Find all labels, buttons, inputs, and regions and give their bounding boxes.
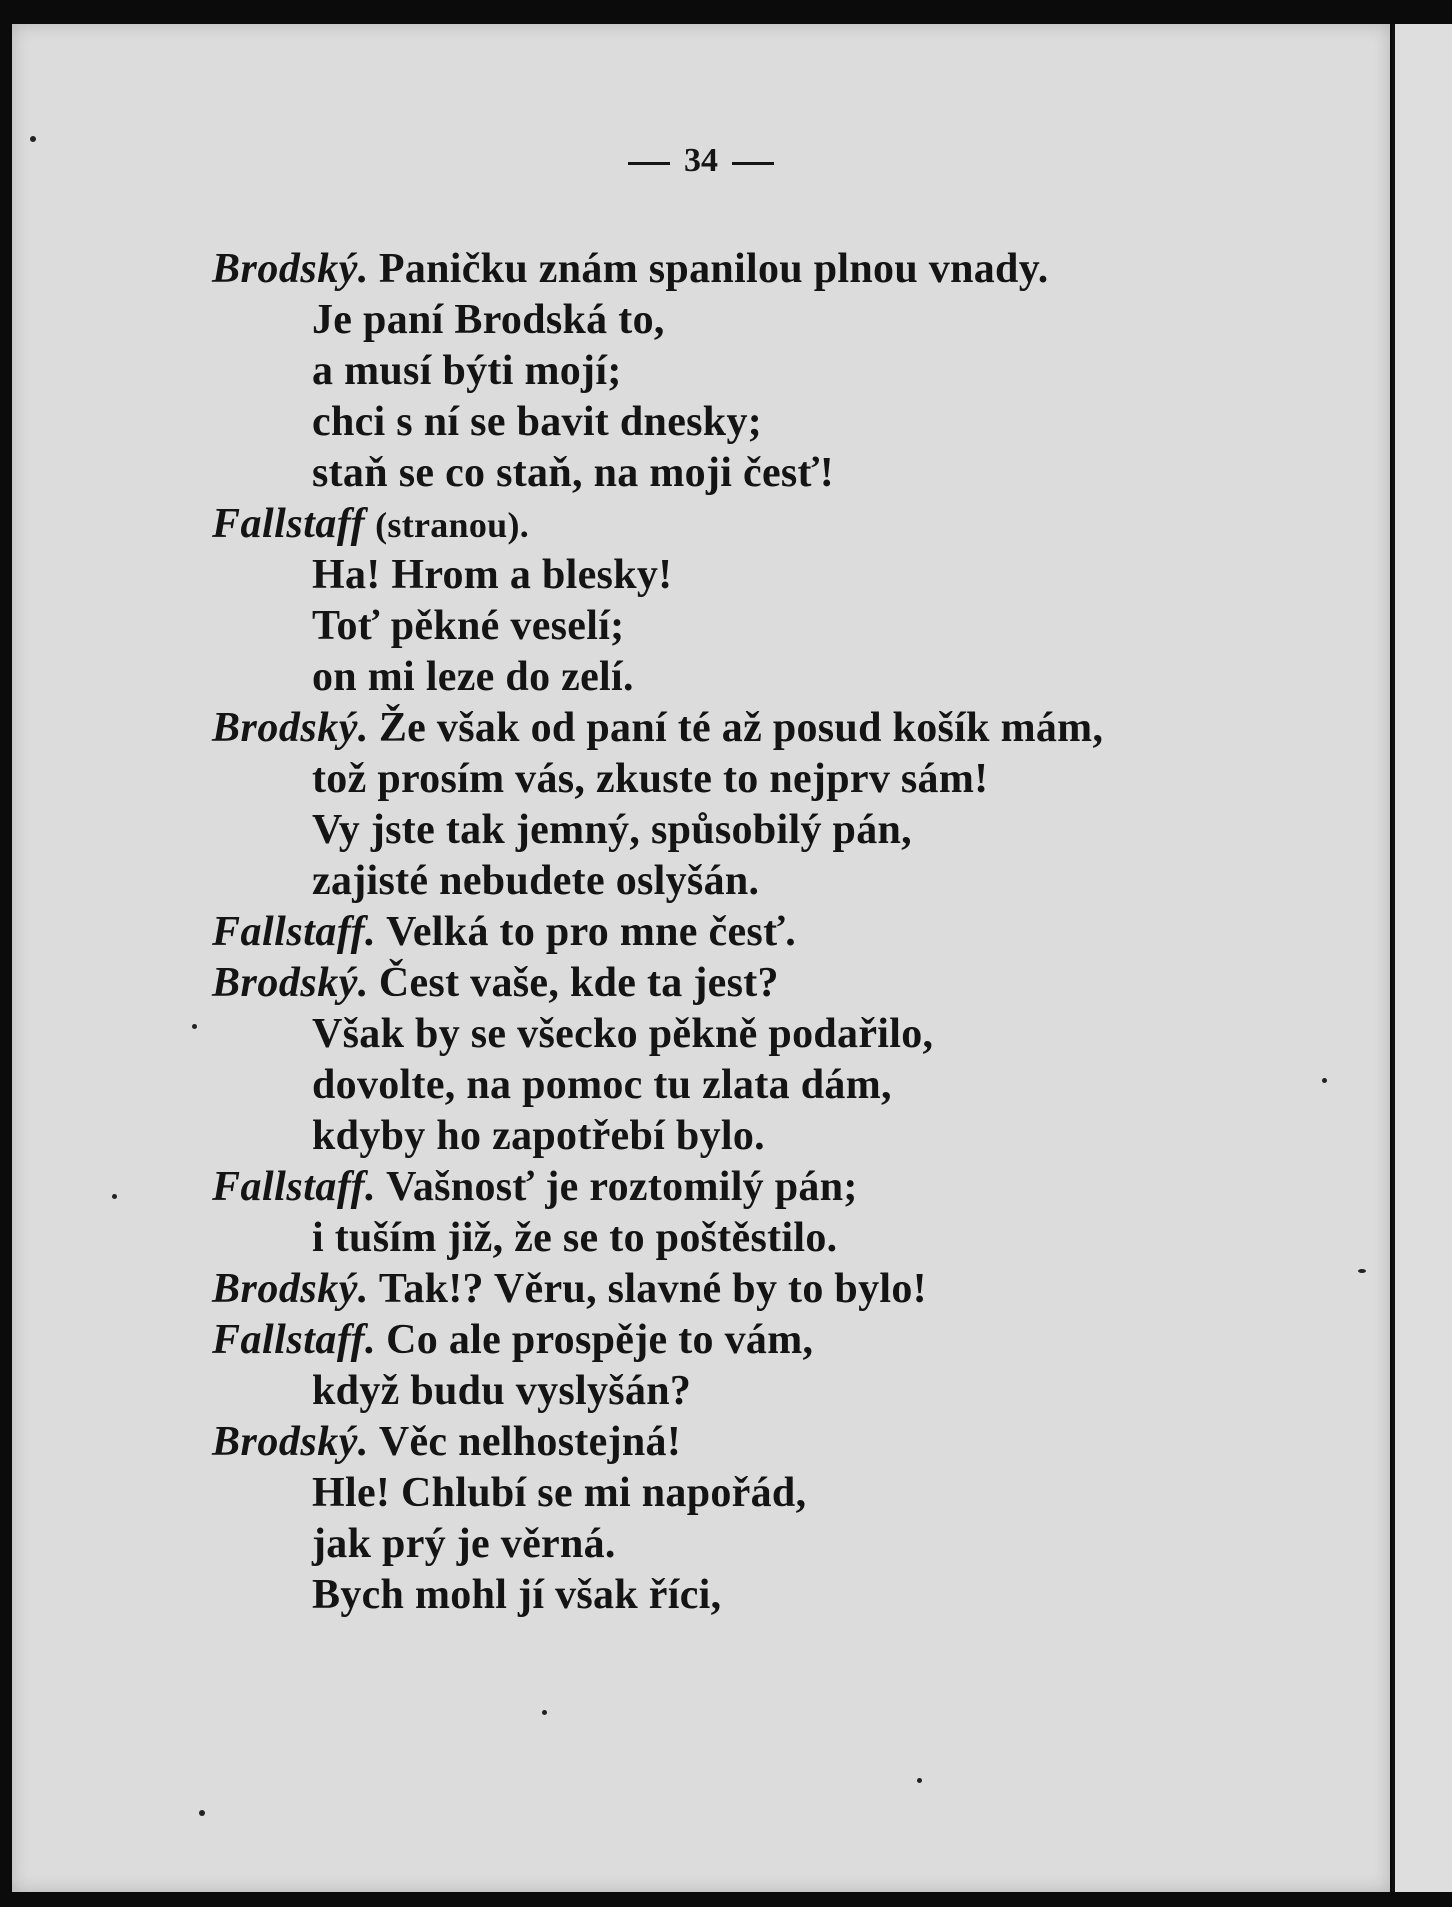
line-text: (stranou).	[375, 505, 530, 545]
text-line	[212, 1060, 1272, 1111]
text-line	[212, 550, 1272, 601]
text-line	[212, 1264, 1272, 1315]
line-text: Věc nelhostejná!	[378, 1419, 682, 1465]
line-text: Čest vaše, kde ta jest?	[378, 960, 779, 1006]
line-text: zajisté nebudete oslyšán.	[312, 858, 760, 904]
speaker-name: Brodský.	[212, 705, 369, 751]
speaker-name: Fallstaff	[212, 501, 366, 547]
line-text: Tak!? Věru, slavné by to bylo!	[378, 1266, 927, 1312]
line-text: Je paní Brodská to,	[312, 297, 665, 343]
line-text: Toť pěkné veselí;	[312, 603, 625, 649]
line-text: a musí býti mojí;	[312, 348, 622, 394]
text-line	[212, 601, 1272, 652]
specks	[30, 136, 36, 142]
speaker-name: Fallstaff.	[212, 1164, 377, 1210]
speaker-name: Brodský.	[212, 960, 369, 1006]
line-text: on mi leze do zelí.	[312, 654, 634, 700]
text-line	[212, 1366, 1272, 1417]
speaker-name: Brodský.	[212, 246, 369, 292]
text-line	[212, 1519, 1272, 1570]
text-line	[212, 652, 1272, 703]
specks	[1358, 1269, 1366, 1273]
line-text: Ha! Hrom a blesky!	[312, 552, 673, 598]
text-line	[212, 397, 1272, 448]
right-dash	[732, 162, 774, 165]
text-line	[212, 958, 1272, 1009]
text-line	[212, 1213, 1272, 1264]
specks	[112, 1194, 117, 1199]
line-text: jak prý je věrná.	[312, 1521, 616, 1567]
specks	[542, 1710, 547, 1715]
text-line	[212, 346, 1272, 397]
speaker-name: Brodský.	[212, 1419, 369, 1465]
line-text: dovolte, na pomoc tu zlata dám,	[312, 1062, 892, 1108]
text-line	[212, 448, 1272, 499]
speaker-name: Fallstaff.	[212, 1317, 377, 1363]
line-text: staň se co staň, na moji česť!	[312, 450, 835, 496]
text-line	[212, 499, 1272, 550]
line-text: Paničku znám spanilou plnou vnady.	[378, 246, 1049, 292]
text-line	[212, 856, 1272, 907]
line-text: Hle! Chlubí se mi napořád,	[312, 1470, 807, 1516]
line-text: Co ale prospěje to vám,	[386, 1317, 814, 1363]
text-line	[212, 1417, 1272, 1468]
line-text: Však by se všecko pěkně podařilo,	[312, 1011, 934, 1057]
text-line	[212, 1468, 1272, 1519]
page-number	[12, 142, 1390, 180]
specks	[192, 1024, 197, 1029]
line-text: tož prosím vás, zkuste to nejprv sám!	[312, 756, 989, 802]
line-text: i tuším již, že se to poštěstilo.	[312, 1215, 838, 1261]
text-line	[212, 1111, 1272, 1162]
play-dialogue	[212, 244, 1272, 1621]
line-text: Že však od paní té až posud košík mám,	[378, 705, 1104, 751]
text-line	[212, 1009, 1272, 1060]
page-number-value: 34	[684, 142, 718, 179]
line-text: Velká to pro mne česť.	[386, 909, 797, 955]
adjacent-page-edge	[1392, 24, 1452, 1892]
book-page	[12, 24, 1390, 1892]
line-text: Vy jste tak jemný, spůsobilý pán,	[312, 807, 912, 853]
text-line	[212, 754, 1272, 805]
text-line	[212, 805, 1272, 856]
line-text: Bych mohl jí však říci,	[312, 1572, 722, 1618]
left-dash	[628, 162, 670, 165]
text-line	[212, 703, 1272, 754]
text-line	[212, 1162, 1272, 1213]
specks	[1322, 1078, 1327, 1083]
line-text: Vašnosť je roztomilý pán;	[386, 1164, 858, 1210]
line-text: chci s ní se bavit dnesky;	[312, 399, 763, 445]
text-line	[212, 907, 1272, 958]
speaker-name: Brodský.	[212, 1266, 369, 1312]
text-line	[212, 244, 1272, 295]
line-text: kdyby ho zapotřebí bylo.	[312, 1113, 765, 1159]
text-line	[212, 1570, 1272, 1621]
text-line	[212, 295, 1272, 346]
specks	[199, 1810, 205, 1816]
specks	[917, 1778, 922, 1783]
line-text: když budu vyslyšán?	[312, 1368, 692, 1414]
text-line	[212, 1315, 1272, 1366]
speaker-name: Fallstaff.	[212, 909, 377, 955]
